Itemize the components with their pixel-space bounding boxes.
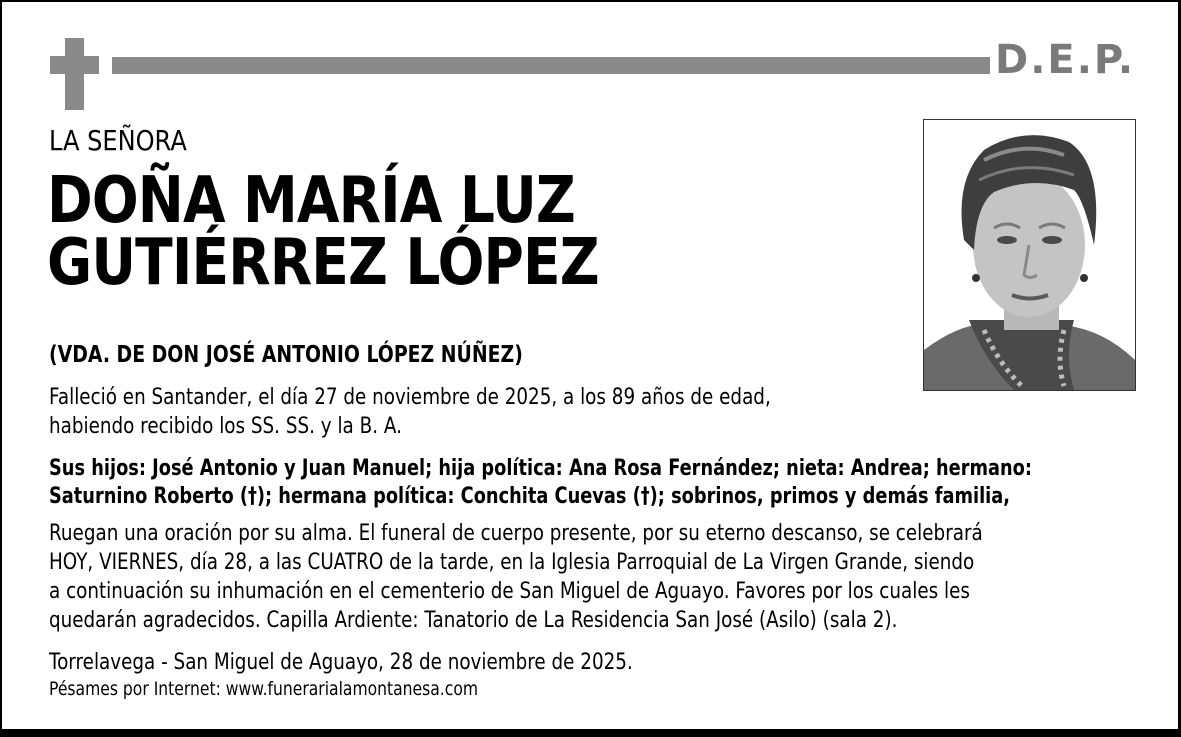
family-line: Sus hijos: José Antonio y Juan Manuel; hija política: Ana Rosa Fernández; nieta: Andrea; hermano: bbox=[49, 455, 1032, 481]
funeral-line: a continuación su inhumación en el cementerio de San Miguel de Aguayo. Favores por los cuales les bbox=[49, 578, 970, 604]
cross-horizontal-bar bbox=[50, 56, 99, 74]
deceased-name bbox=[47, 164, 599, 300]
funeral-details bbox=[49, 519, 983, 635]
funeral-line: Ruegan una oración por su alma. El funeral de cuerpo presente, por su eterno descanso, se celebrará bbox=[49, 520, 983, 546]
condolences-link[interactable]: Pésames por Internet: www.funerarialamontanesa.com bbox=[49, 678, 479, 700]
dep-label: D.E.P. bbox=[995, 37, 1136, 83]
widow-of: (VDA. DE DON JOSÉ ANTONIO LÓPEZ NÚÑEZ) bbox=[49, 342, 523, 368]
funeral-line: HOY, VIERNES, día 28, a las CUATRO de la tarde, en la Iglesia Parroquial de La Virgen Grande, siendo bbox=[49, 549, 975, 575]
name-line-1: DOÑA MARÍA LUZ bbox=[47, 164, 575, 238]
portrait-image bbox=[924, 120, 1135, 390]
place-date: Torrelavega - San Miguel de Aguayo, 28 de noviembre de 2025. bbox=[49, 649, 633, 675]
family-list bbox=[49, 454, 1032, 510]
header-rule bbox=[112, 57, 990, 74]
funeral-line: quedarán agradecidos. Capilla Ardiente: Tanatorio de La Residencia San José (Asilo) (sala 2). bbox=[49, 607, 898, 633]
death-line: habiendo recibido los SS. SS. y la B. A. bbox=[49, 413, 402, 439]
death-details bbox=[49, 383, 771, 441]
family-line: Saturnino Roberto (†); hermana política: Conchita Cuevas (†); sobrinos, primos y demás familia, bbox=[49, 483, 1011, 509]
name-line-2: GUTIÉRREZ LÓPEZ bbox=[47, 226, 599, 300]
salutation: LA SEÑORA bbox=[49, 124, 187, 157]
death-line: Falleció en Santander, el día 27 de noviembre de 2025, a los 89 años de edad, bbox=[49, 384, 771, 410]
cross-vertical-bar bbox=[65, 38, 84, 110]
portrait-photo bbox=[923, 119, 1136, 391]
